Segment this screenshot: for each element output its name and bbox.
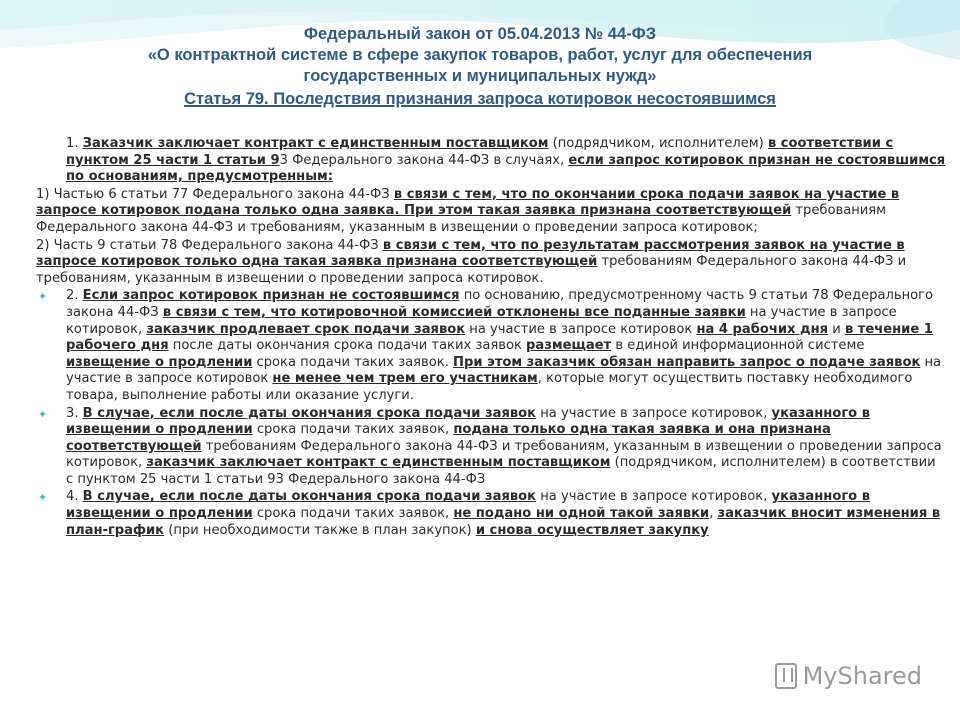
header-law-subtitle-2: государственных и муниципальных нужд»	[303, 67, 657, 85]
bullet-icon: ✦	[38, 290, 48, 304]
emphasis-text: в связи с тем, что котировочной комиссией отклонены все поданные заявки	[162, 304, 746, 320]
slide-header	[60, 24, 900, 110]
emphasis-text: размещает	[526, 338, 612, 354]
bullet-icon: ✦	[38, 491, 48, 505]
paragraph-4	[36, 288, 946, 404]
emphasis-text: подана только одна такая заявка и она признана соответствующей	[66, 422, 831, 454]
body-content	[36, 136, 946, 540]
emphasis-text: не менее чем трем его участникам	[272, 371, 538, 387]
paragraph-3	[36, 238, 946, 288]
body-text: срока подачи таких заявок.	[252, 354, 454, 370]
header-law-subtitle-1: «О контрактной системе в сфере закупок товаров, работ, услуг для обеспечения	[147, 46, 813, 64]
body-text: 2) Часть 9 статьи 78 Федерального закона 44-ФЗ	[36, 237, 383, 253]
body-text: , которые могут осуществить поставку необходимого товара, выполнение работы или оказание услуги.	[66, 371, 913, 403]
body-text: 1) Частью 6 статьи 77 Федерального закона 44-ФЗ	[36, 186, 394, 202]
emphasis-text: в связи с тем, что по результатам рассмотрения заявок на участие в запросе котировок только одна такая заявка признана соответствующей	[36, 237, 905, 270]
body-text: 3.	[66, 405, 83, 421]
body-text: 1.	[66, 136, 83, 151]
header-article-title	[60, 89, 900, 110]
emphasis-text: В случае, если после даты окончания срока подачи заявок	[82, 405, 537, 421]
body-text: ,	[709, 506, 718, 522]
body-text: на участие в запросе котировок	[66, 354, 942, 387]
watermark	[775, 662, 922, 690]
body-text: по основанию, предусмотренному часть 9 статьи 78 Федерального закона 44-ФЗ	[66, 288, 934, 320]
header-law-title: Федеральный закон от 05.04.2013 № 44-ФЗ	[303, 25, 657, 43]
body-text: (при необходимости также в план закупок)	[164, 522, 476, 538]
bullet-icon: ✦	[38, 407, 48, 421]
emphasis-text: В случае, если после даты окончания срока подачи заявок	[82, 489, 537, 505]
body-text: в единой информационной системе	[611, 338, 865, 354]
body-text: и	[828, 321, 845, 337]
emphasis-text: и снова осуществляет закупку	[475, 522, 709, 538]
body-text: на участие в запросе котировок,	[536, 489, 772, 505]
body-text: срока подачи таких заявок,	[252, 422, 454, 438]
emphasis-text: не подано ни одной такой заявки	[453, 506, 710, 522]
emphasis-text: Заказчик заключает контракт с единственным поставщиком	[82, 136, 549, 151]
myshared-logo-icon	[775, 663, 797, 689]
emphasis-text: Если запрос котировок признан не состоявшимся	[82, 288, 460, 304]
paragraph-2	[36, 187, 946, 237]
body-text: срока подачи таких заявок,	[252, 506, 454, 522]
body-text: (подрядчиком, исполнителем)	[548, 136, 768, 151]
body-text: (подрядчиком, исполнителем) в соответствии с пунктом 25 части 1 статьи 93 Федерального закона 44-ФЗ	[66, 455, 936, 487]
body-text: 4.	[66, 489, 83, 505]
emphasis-text: в течение 1 рабочего дня	[66, 321, 933, 354]
body-text: требованиям Федерального закона 44-ФЗ и требованиям, указанным в извещении о проведении запроса котировок;	[36, 203, 887, 235]
emphasis-text: указанного в извещении о продлении	[66, 489, 871, 522]
body-text: 2.	[66, 288, 83, 304]
body-text: на участие в запросе котировок	[465, 321, 697, 337]
emphasis-text: указанного в извещении о продлении	[66, 405, 871, 438]
paragraph-1	[36, 136, 946, 186]
paragraph-5	[36, 406, 946, 489]
emphasis-text: извещение о продлении	[66, 354, 253, 370]
watermark-text: MyShared	[802, 662, 922, 690]
paragraph-6	[36, 489, 946, 539]
body-text: на участие в запросе котировок,	[536, 405, 772, 421]
body-text: требованиям Федерального закона 44-ФЗ и требованиям, указанным в извещении о проведении запроса котировок,	[66, 438, 942, 471]
body-text: на участие в запросе котировок,	[66, 304, 897, 337]
emphasis-text: на 4 рабочих дня	[696, 321, 829, 337]
body-text: 3 Федерального закона 44-ФЗ в случаях,	[279, 152, 569, 168]
emphasis-text: в соответствии с пунктом 25 части 1 статьи 9	[66, 136, 894, 168]
emphasis-text: заказчик вносит изменения в план-график	[66, 506, 941, 538]
body-text: требованиям Федерального закона 44-ФЗ и требованиям, указанным в извещении о проведении запроса котировок.	[36, 254, 907, 286]
emphasis-text: в связи с тем, что по окончании срока подачи заявок на участие в запросе котировок подана только одна заявка. При этом такая заявка признана соответствующей	[36, 186, 900, 219]
body-text: после даты окончания срока подачи таких заявок	[168, 338, 527, 354]
emphasis-text: При этом заказчик обязан направить запрос о подаче заявок	[453, 354, 921, 370]
emphasis-text: заказчик продлевает срок подачи заявок	[146, 321, 466, 337]
emphasis-text: заказчик заключает контракт с единственным поставщиком	[146, 455, 611, 471]
emphasis-text: если запрос котировок признан не состоявшимся по основаниям, предусмотренным:	[66, 152, 946, 185]
article-title-text: Статья 79. Последствия признания запроса котировок несостоявшимся	[184, 90, 776, 108]
